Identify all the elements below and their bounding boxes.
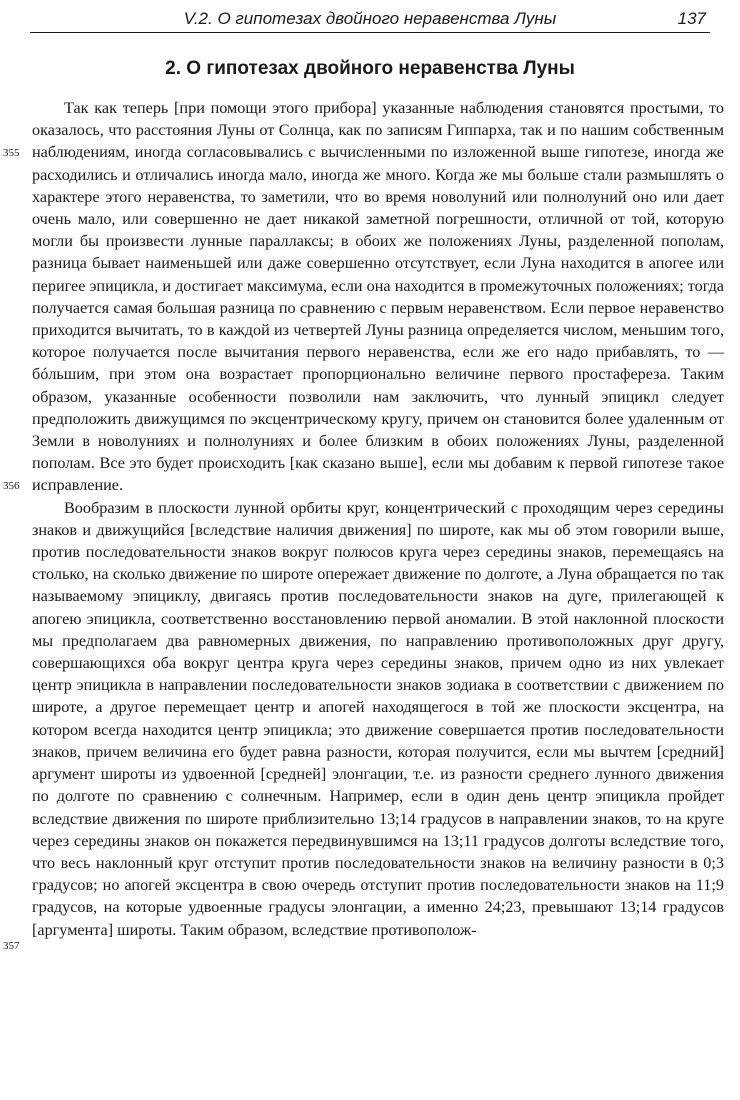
section-title: 2. О гипотезах двойного неравенства Луны [165,58,575,79]
margin-line-number: 356 [3,480,20,492]
running-title: V.2. О гипотезах двойного неравенства Луны [183,9,557,28]
running-header [30,6,710,33]
body-text [32,97,724,941]
paragraph: Вообразим в плоскости лунной орбиты круг, концентрический с проходящим через середины знаков и движущийся [вследствие наличия движения] по широте, как мы об этом говорили выше, против последовательности знаков вокруг полюсов круга через середины знаков, перемещаясь на столько, на сколько движение по широте опережает движение по долготе, а Луна обращается по так называемому эпициклу, двигаясь против последовательности знаков на дуге, прилегающей к апогею эпицикла, соответственно восстановлению первой аномалии. В этой наклонной плоскости мы предполагаем два равномерных движения, по направлению противоположных друг другу, совершающихся оба вокруг центра круга через середины знаков, причем одно из них увлекает центр эпицикла в направлении последовательности знаков зодиака в соответствии с движением по широте, а другое перемещает центр и апогей находящегося в той же плоскости эксцентра, на котором всегда находится центр эпицикла; это движение совершается против последовательности знаков, причем величина его будет равна разности, которая получится, если мы вычтем [средний] аргумент широты из удвоенной [средней] элонгации, т.е. из разности среднего лунного движения по долготе по сравнению с солнечным. Например, если в один день центр эпицикла пройдет вследствие движения по широте приблизительно 13;14 градусов в направлении знаков, то на круге через середины знаков он покажется передвинувшимся на 13;11 градусов долготы вследствие того, что весь наклонный круг отступит против последовательности знаков на величину разности в 0;3 градусов; но апогей эксцентра в свою очередь отступит против последовательности знаков на 11;9 градусов, на которые удвоенные градусы элонгации, а именно 24;23, превышают 13;14 градусов [аргумента] широты. Таким образом, вследствие противополож- [32,498,724,939]
margin-line-number: 355 [3,147,20,159]
margin-line-number: 357 [3,940,20,952]
paragraph: Так как теперь [при помощи этого прибора] указанные наблюдения становятся простыми, то оказалось, что расстояния Луны от Солнца, как по записям Гиппарха, так и по нашим собственным наблюдениям, иногда согласовывались с вычисленными по изложенной выше гипотезе, иногда же расходились и отличались иногда мало, иногда же много. Когда же мы больше стали размышлять о характере этого неравенства, то заметили, что во время новолуний или полнолуний оно или дает очень мало, или совершенно не дает никакой заметной погрешности, отличной от той, которую могли бы произвести лунные параллаксы; в обоих же положениях Луны, разделенной пополам, разница бывает наименьшей или даже совершенно отсутствует, если Луна находится в апогее или перигее эпицикла, и достигает максимума, если она находится в промежуточных положениях; тогда получается самая большая разница по сравнению с первым неравенством. Если первое неравенство приходится вычитать, то в каждой из четвертей Луны разница определяется числом, меньшим того, которое получается после вычитания первого неравенства, если же его надо прибавлять, то — бóльшим, при этом она возрастает пропорционально величине первого простафереза. Таким образом, указанные особенности позволили нам заключить, что лунный эпицикл следует предположить движущимся по эксцентрическому кругу, причем он становится более удаленным от Земли в новолуниях и полнолуниях и более близким в обоих положениях Луны, разделенной пополам. Все это будет происходить [как сказано выше], если мы добавим к первой гипотезе такое исправление. [32,99,724,495]
page-number: 137 [677,9,706,28]
